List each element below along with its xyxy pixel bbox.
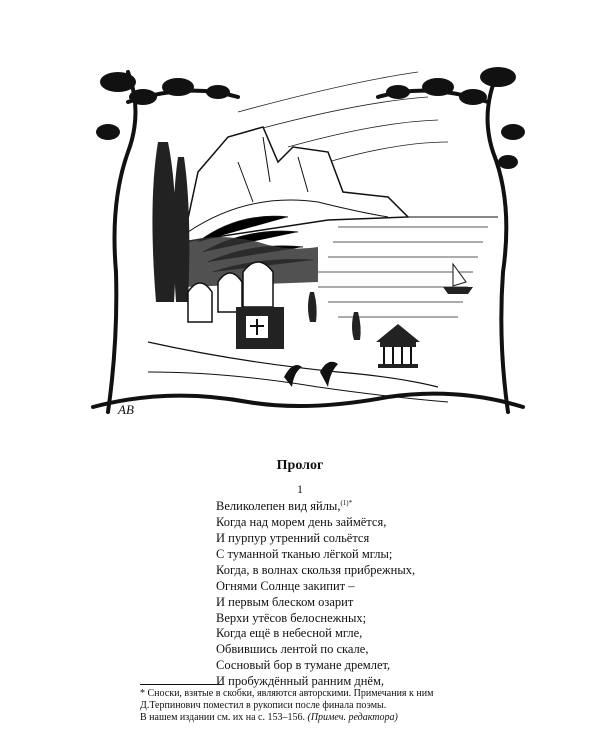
footnote-divider xyxy=(140,684,222,685)
poem-line: Огнями Солнце закипит – xyxy=(216,578,355,593)
poem-text xyxy=(216,496,415,690)
footnote xyxy=(140,688,520,725)
footnote-line: * Сноски, взятые в скобки, являются авторскими. Примечания к ним xyxy=(140,688,434,699)
footnote-line: Д.Терпинович поместил в рукописи после финала поэмы. xyxy=(140,700,387,712)
poem-line: И пробуждённый ранним днём, xyxy=(216,674,384,689)
illustration-landscape xyxy=(88,42,528,427)
illustration-signature: АВ xyxy=(118,402,134,417)
editor-note: (Примеч. редактора) xyxy=(307,712,398,724)
poem-line: Сосновый бор в тумане дремлет, xyxy=(216,658,391,673)
poem-line: Когда, в волнах скользя прибрежных, xyxy=(216,562,416,577)
footnote-line xyxy=(140,712,520,724)
poem-line: Когда над морем день займётся, xyxy=(216,515,387,530)
footnote-reference: В нашем издании см. их на с. 153–156. xyxy=(140,712,305,724)
poem-line: Великолепен вид яйлы,$^{(1)*}$ xyxy=(216,499,353,514)
page-title: Пролог xyxy=(276,458,324,473)
poem-line: И первым блеском озарит xyxy=(216,594,354,609)
poem-line: С туманной тканью лёгкой мглы; xyxy=(216,546,393,561)
stanza-number: 1 xyxy=(297,482,303,496)
poem-line: И пурпур утренний сольётся xyxy=(216,530,370,545)
poem-line: Верхи утёсов белоснежных; xyxy=(216,610,367,625)
poem-line: Обвившись лентой по скале, xyxy=(216,642,369,657)
footnote-marker: (1)* xyxy=(340,499,353,507)
poem-line: Когда ещё в небесной мгле, xyxy=(216,626,363,641)
